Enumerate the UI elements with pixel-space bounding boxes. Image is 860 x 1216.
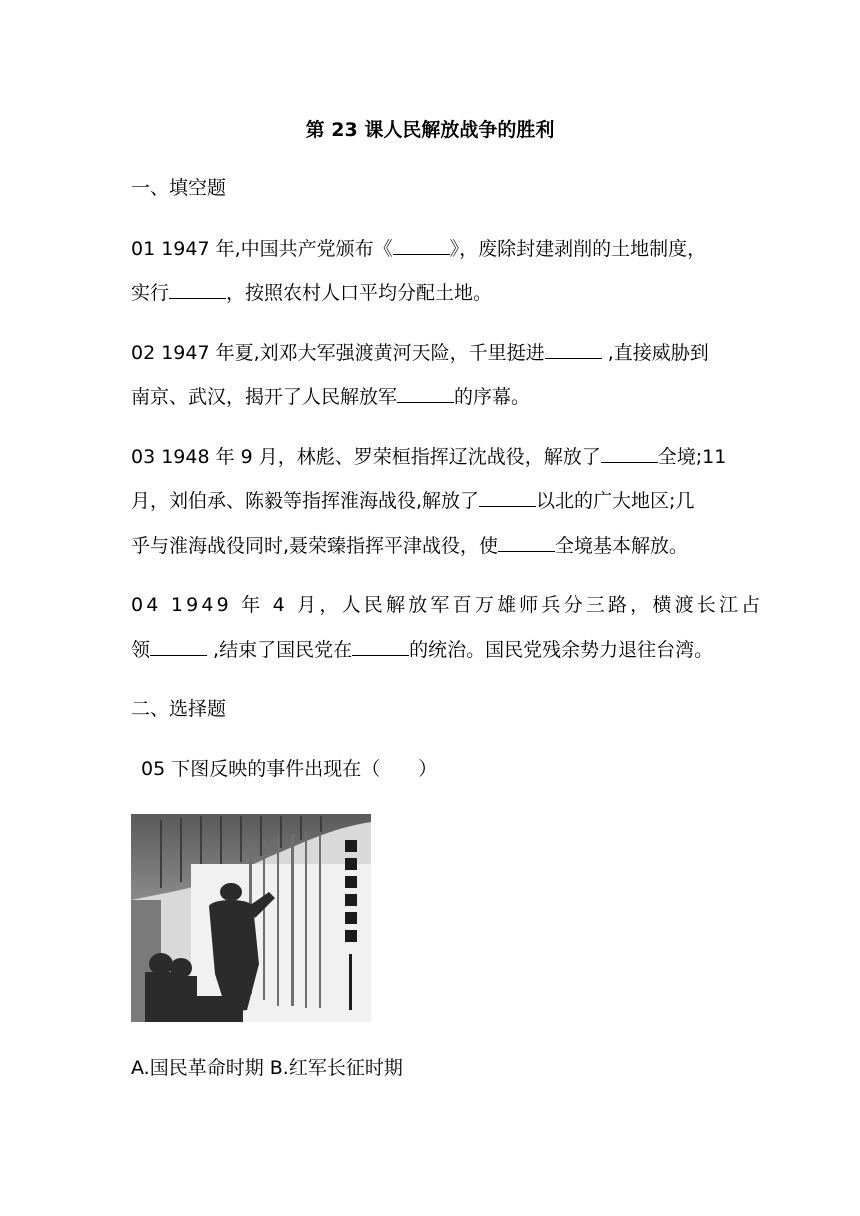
page-title: 第 23 课人民解放战争的胜利 (305, 119, 555, 141)
answer-blank[interactable] (601, 444, 658, 463)
answer-blank[interactable] (397, 384, 454, 403)
question-03-line-2 (131, 488, 694, 513)
question-01-text-a: 01 1947 年,中国共产党颁布《 (131, 238, 393, 260)
question-04-text-a: 领 (131, 639, 151, 661)
question-02-text-d: 的序幕。 (454, 386, 531, 408)
question-01-line-2 (131, 280, 492, 305)
question-03-text-e: 乎与淮海战役同时,聂荣臻指挥平津战役，使 (131, 535, 499, 557)
answer-blank[interactable] (498, 533, 555, 552)
question-04-text-c: 的统治。国民党残余势力退往台湾。 (409, 639, 714, 661)
question-03-text-f: 全境基本解放。 (555, 535, 689, 557)
answer-blank[interactable] (352, 637, 409, 656)
question-03-line-1 (131, 444, 726, 469)
question-04-line-2 (131, 637, 713, 662)
question-02-text-a: 02 1947 年夏,刘邓大军强渡黄河天险，千里挺进 (131, 342, 545, 364)
answer-blank[interactable] (545, 340, 602, 359)
historical-photo-land-law (131, 814, 371, 1022)
question-01-text-d: ，按照农村人口平均分配土地。 (226, 282, 493, 304)
question-04-line-1: 04 1949 年 4 月，人民解放军百万雄师兵分三路，横渡长江占 (131, 594, 764, 616)
question-05-options: A.国民革命时期 B.红军长征时期 (131, 1057, 403, 1079)
question-03-text-d: 以北的广大地区;几 (536, 490, 695, 512)
answer-blank[interactable] (169, 280, 226, 299)
question-01-line-1 (131, 236, 706, 261)
question-02-text-b: ,直接威胁到 (601, 342, 709, 364)
question-01-text-b: 》，废除封建剥削的土地制度， (449, 238, 707, 260)
answer-blank[interactable] (479, 488, 536, 507)
question-03-line-3 (131, 533, 688, 558)
question-05-stem: 05 下图反映的事件出现在（ ） (141, 758, 438, 780)
question-02-line-2 (131, 384, 530, 409)
question-02-text-c: 南京、武汉，揭开了人民解放军 (131, 386, 398, 408)
question-03-text-c: 月，刘伯承、陈毅等指挥淮海战役,解放了 (131, 490, 480, 512)
question-03-text-b: 全境;11 (657, 446, 727, 468)
question-04-text-b: ,结束了国民党在 (207, 639, 353, 661)
question-03-text-a: 03 1948 年 9 月，林彪、罗荣桓指挥辽沈战役，解放了 (131, 446, 601, 468)
answer-blank[interactable] (150, 637, 207, 656)
section-heading-fill-in: 一、填空题 (131, 177, 227, 199)
question-01-text-c: 实行 (131, 282, 170, 304)
question-02-line-1 (131, 340, 709, 365)
answer-blank[interactable] (393, 236, 450, 255)
section-heading-multiple-choice: 二、选择题 (131, 698, 227, 720)
